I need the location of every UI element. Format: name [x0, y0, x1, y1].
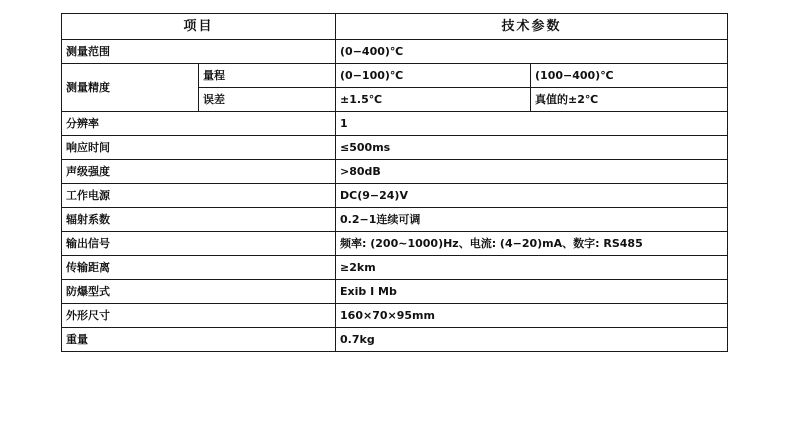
- table-header-row: [62, 14, 728, 40]
- row-label-weight: 重量: [62, 328, 336, 352]
- table-row: [62, 136, 728, 160]
- span-value-b: (100−400)℃: [531, 64, 728, 88]
- row-label-accuracy: 测量精度: [62, 64, 199, 112]
- header-item: 项目: [62, 14, 336, 40]
- table-row: [62, 40, 728, 64]
- spec-table: [61, 13, 728, 352]
- row-value-range: (0−400)℃: [336, 40, 728, 64]
- table-row: [62, 112, 728, 136]
- sub-label-error: 误差: [199, 88, 336, 112]
- table-row: [62, 208, 728, 232]
- error-value-a: ±1.5℃: [336, 88, 531, 112]
- row-value-sound: >80dB: [336, 160, 728, 184]
- sub-label-span: 量程: [199, 64, 336, 88]
- span-value-a: (0−100)℃: [336, 64, 531, 88]
- row-value-emissivity: 0.2−1连续可调: [336, 208, 728, 232]
- row-label-emissivity: 辐射系数: [62, 208, 336, 232]
- row-value-weight: 0.7kg: [336, 328, 728, 352]
- row-value-output: 频率: (200∼1000)Hz、电流: (4−20)mA、数字: RS485: [336, 232, 728, 256]
- row-label-range: 测量范围: [62, 40, 336, 64]
- row-label-power: 工作电源: [62, 184, 336, 208]
- row-label-response: 响应时间: [62, 136, 336, 160]
- header-params: 技术参数: [336, 14, 728, 40]
- table-row: [62, 160, 728, 184]
- row-value-resolution: 1: [336, 112, 728, 136]
- table-row: [62, 64, 728, 88]
- row-label-resolution: 分辨率: [62, 112, 336, 136]
- row-label-distance: 传输距离: [62, 256, 336, 280]
- table-row: [62, 328, 728, 352]
- row-value-response: ≤500ms: [336, 136, 728, 160]
- row-value-power: DC(9−24)V: [336, 184, 728, 208]
- table-row: [62, 304, 728, 328]
- table-row: [62, 256, 728, 280]
- row-label-dimensions: 外形尺寸: [62, 304, 336, 328]
- row-value-distance: ≥2km: [336, 256, 728, 280]
- row-label-explosion: 防爆型式: [62, 280, 336, 304]
- row-value-dimensions: 160×70×95mm: [336, 304, 728, 328]
- error-value-b: 真值的±2℃: [531, 88, 728, 112]
- row-label-sound: 声级强度: [62, 160, 336, 184]
- table-row: [62, 280, 728, 304]
- row-value-explosion: Exib I Mb: [336, 280, 728, 304]
- row-label-output: 输出信号: [62, 232, 336, 256]
- table-row: [62, 232, 728, 256]
- table-row: [62, 184, 728, 208]
